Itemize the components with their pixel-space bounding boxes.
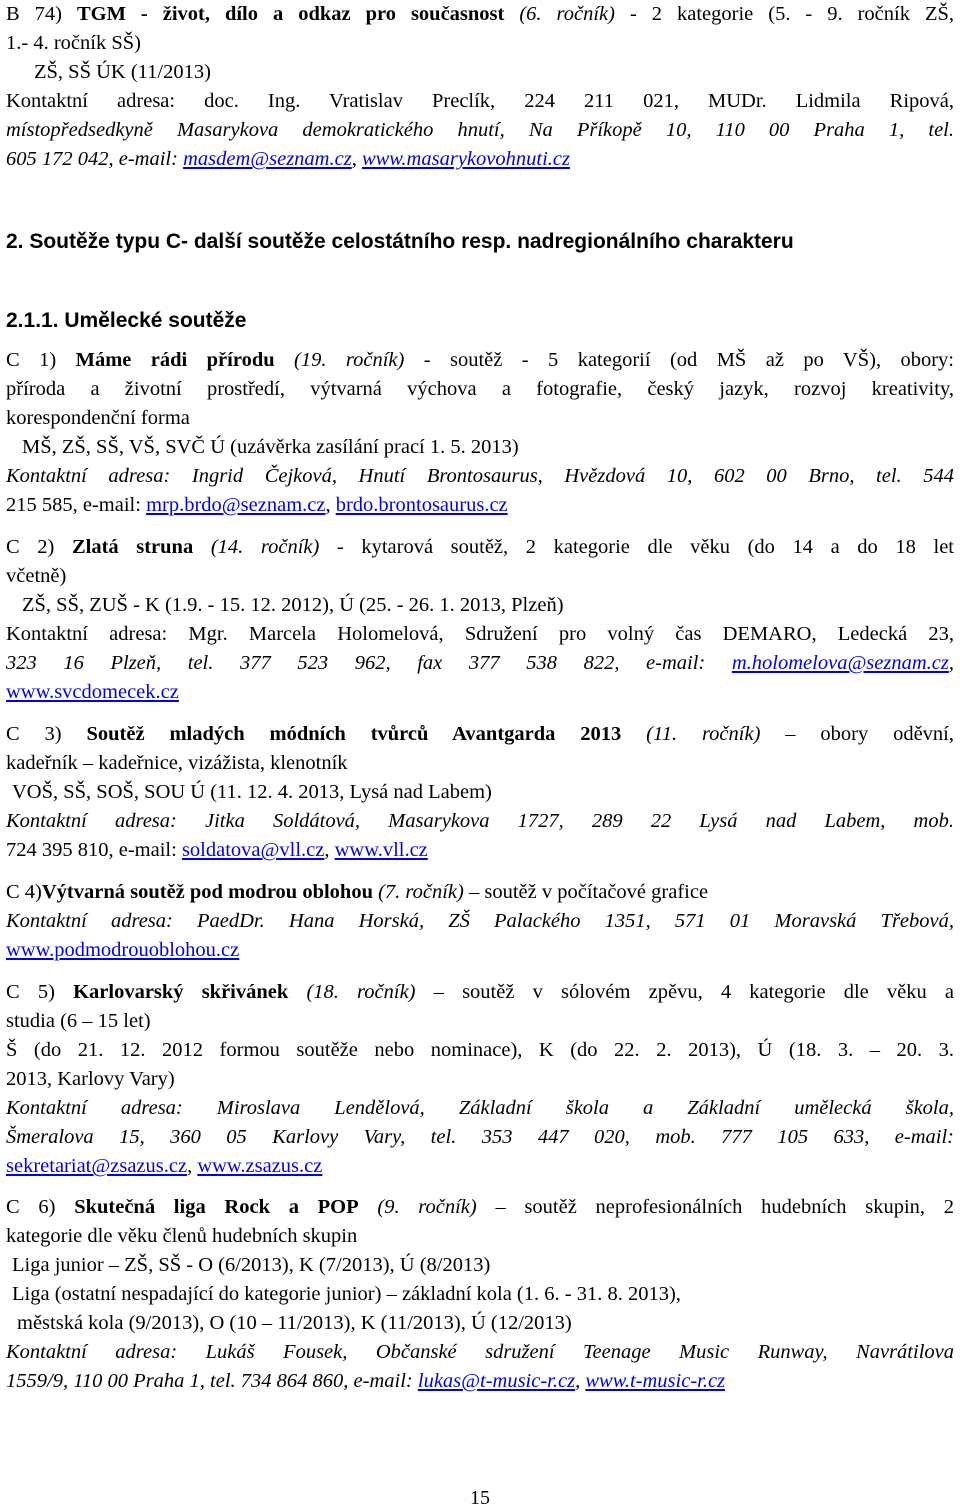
- c6-web-link[interactable]: www.t-music-r.cz: [585, 1370, 726, 1392]
- b74-title: TGM - život, dílo a odkaz pro současnost: [76, 3, 505, 25]
- c1-contact-text: 215 585, e-mail:: [6, 494, 147, 516]
- c3-desc-line2: kadeřník – kadeřnice, vizážista, klenotník: [6, 752, 348, 774]
- b74-grade: (6. ročník): [519, 3, 615, 25]
- c6-schedule-line1: Liga junior – ZŠ, SŠ - O (6/2013), K (7/2013), Ú (8/2013): [12, 1254, 491, 1276]
- c6-schedule-line2: Liga (ostatní nespadající do kategorie junior) – základní kola (1. 6. - 31. 8. 2013),: [12, 1283, 681, 1305]
- c4-grade: (7. ročník): [372, 881, 464, 903]
- c3-desc: – obory oděvní,: [760, 723, 954, 745]
- c6-contact-line2: [6, 1367, 954, 1396]
- c3-grade: (11. ročník): [621, 723, 761, 745]
- b74-contact-text: 605 172 042, e-mail:: [6, 148, 184, 170]
- c4-title: Výtvarná soutěž pod modrou oblohou: [41, 881, 373, 903]
- c5-desc-line2: studia (6 – 15 let): [6, 1010, 151, 1032]
- c5-label: C 5): [6, 981, 74, 1003]
- c2-schedule: ZŠ, SŠ, ZUŠ - K (1.9. - 15. 12. 2012), Ú (25. - 26. 1. 2013, Plzeň): [22, 594, 564, 616]
- c5-desc: – soutěž v sólovém zpěvu, 4 kategorie dle věku a: [415, 981, 955, 1003]
- c6-heading-line: [6, 1193, 954, 1222]
- section-heading: 2. Soutěže typu C- další soutěže celostátního resp. nadregionálního charakteru: [6, 230, 794, 253]
- c4-contact-line2: [6, 936, 954, 965]
- c2-grade: (14. ročník): [193, 536, 320, 558]
- c5-grade: (18. ročník): [288, 981, 416, 1003]
- c5-contact-line1: Kontaktní adresa: Miroslava Lendělová, Základní škola a Základní umělecká škola,: [6, 1097, 954, 1119]
- c1-contact-line2: [6, 491, 954, 520]
- c6-sep: ,: [575, 1370, 586, 1392]
- c2-contact-line3: [6, 678, 954, 707]
- b74-sep: ,: [351, 148, 362, 170]
- c3-contact-line2: [6, 836, 954, 865]
- c6-grade: (9. ročník): [358, 1196, 477, 1218]
- c1-title: Máme rádi přírodu: [75, 349, 275, 371]
- c6-desc: – soutěž neprofesionálních hudebních skupin, 2: [476, 1196, 955, 1218]
- c4-label: C 4): [6, 881, 42, 903]
- c3-label: C 3): [6, 723, 87, 745]
- b74-label: B 74): [6, 3, 62, 25]
- b74-contact-line1: Kontaktní adresa: doc. Ing. Vratislav Preclík, 224 211 021, MUDr. Lidmila Ripová,: [6, 90, 954, 112]
- c3-schedule: VOŠ, SŠ, SOŠ, SOU Ú (11. 12. 4. 2013, Lysá nad Labem): [12, 781, 492, 803]
- c5-title: Karlovarský skřivánek: [73, 981, 289, 1003]
- c3-email-link[interactable]: soldatova@vll.cz: [181, 839, 325, 861]
- c2-title: Zlatá struna: [71, 536, 194, 558]
- c4-web-link[interactable]: www.podmodrouoblohou.cz: [6, 939, 240, 961]
- c1-schedule: MŠ, ZŠ, SŠ, VŠ, SVČ Ú (uzávěrka zasílání prací 1. 5. 2013): [22, 436, 519, 458]
- c5-heading-line: [6, 978, 954, 1007]
- c5-schedule-line2: 2013, Karlovy Vary): [6, 1068, 175, 1090]
- c2-desc: - kytarová soutěž, 2 kategorie dle věku (do 14 a do 18 let: [319, 536, 954, 558]
- c1-grade: (19. ročník): [274, 349, 405, 371]
- c5-web-link[interactable]: www.zsazus.cz: [197, 1155, 323, 1177]
- c4-heading-line: [6, 878, 954, 907]
- b74-desc: - 2 kategorie (5. - 9. ročník ZŠ,: [614, 3, 955, 25]
- c3-contact-line1: Kontaktní adresa: Jitka Soldátová, Masarykova 1727, 289 22 Lysá nad Labem, mob.: [6, 810, 954, 832]
- c3-web-link[interactable]: www.vll.cz: [334, 839, 428, 861]
- c1-label: C 1): [6, 349, 76, 371]
- section-subheading: 2.1.1. Umělecké soutěže: [6, 309, 247, 332]
- b74-contact-line3: [6, 145, 954, 174]
- c5-schedule-line1: Š (do 21. 12. 2012 formou soutěže nebo nominace), K (do 22. 2. 2013), Ú (18. 3. – 20. 3.: [6, 1039, 954, 1061]
- c5-contact-line2: Šmeralova 15, 360 05 Karlovy Vary, tel. 353 447 020, mob. 777 105 633, e-mail:: [6, 1126, 954, 1148]
- c3-sep: ,: [324, 839, 335, 861]
- c4-desc: – soutěž v počítačové grafice: [463, 881, 709, 903]
- c6-title: Skutečná liga Rock a POP: [74, 1196, 359, 1218]
- c1-desc: - soutěž - 5 kategorií (od MŠ až po VŠ), obory:: [404, 349, 955, 371]
- c4-contact-line1: Kontaktní adresa: PaedDr. Hana Horská, ZŠ Palackého 1351, 571 01 Moravská Třebová,: [6, 910, 954, 932]
- c1-web-link[interactable]: brdo.brontosaurus.cz: [335, 494, 508, 516]
- c6-desc-line2: kategorie dle věku členů hudebních skupin: [6, 1225, 358, 1247]
- c1-sep: ,: [325, 494, 336, 516]
- c5-sep: ,: [187, 1155, 198, 1177]
- c3-heading-line: [6, 720, 954, 749]
- c2-contact-line1: Kontaktní adresa: Mgr. Marcela Holomelová, Sdružení pro volný čas DEMARO, Ledecká 23,: [6, 623, 954, 645]
- c6-contact-text: 1559/9, 110 00 Praha 1, tel. 734 864 860, e-mail:: [6, 1370, 418, 1392]
- c2-web-link[interactable]: www.svcdomecek.cz: [6, 681, 179, 703]
- c5-email-link[interactable]: sekretariat@zsazus.cz: [6, 1155, 188, 1177]
- c1-desc-line2: příroda a životní prostředí, výtvarná výchova a fotografie, český jazyk, rozvoj kreativity,: [6, 378, 954, 400]
- c2-contact-text: 323 16 Plzeň, tel. 377 523 962, fax 377 538 822, e-mail:: [6, 652, 732, 674]
- c2-heading-line: [6, 533, 954, 562]
- c1-contact-line1: Kontaktní adresa: Ingrid Čejková, Hnutí Brontosaurus, Hvězdová 10, 602 00 Brno, tel. 544: [6, 465, 954, 487]
- c6-email-link[interactable]: lukas@t-music-r.cz: [417, 1370, 576, 1392]
- c2-contact-line2: [6, 649, 954, 678]
- c6-schedule-line3: městská kola (9/2013), O (10 – 11/2013), K (11/2013), Ú (12/2013): [17, 1312, 572, 1334]
- c6-contact-line1: Kontaktní adresa: Lukáš Fousek, Občanské sdružení Teenage Music Runway, Navrátilova: [6, 1341, 954, 1363]
- c5-contact-line3: [6, 1152, 954, 1181]
- page-number: 15: [470, 1487, 490, 1509]
- c2-label: C 2): [6, 536, 72, 558]
- c1-email-link[interactable]: mrp.brdo@seznam.cz: [146, 494, 326, 516]
- c2-desc-line2: včetně): [6, 565, 67, 587]
- b74-web-link[interactable]: www.masarykovohnuti.cz: [361, 148, 570, 170]
- b74-heading-line: [6, 0, 954, 29]
- c1-heading-line: [6, 346, 954, 375]
- c3-contact-text: 724 395 810, e-mail:: [6, 839, 182, 861]
- c3-title: Soutěž mladých módních tvůrců Avantgarda 2013: [86, 723, 622, 745]
- b74-desc-line2: 1.- 4. ročník SŠ): [6, 32, 141, 54]
- c2-sep: ,: [948, 652, 954, 674]
- c6-label: C 6): [6, 1196, 75, 1218]
- b74-email-link[interactable]: masdem@seznam.cz: [183, 148, 352, 170]
- c1-desc-line3: korespondenční forma: [6, 407, 190, 429]
- c2-email-link[interactable]: m.holomelova@seznam.cz: [731, 652, 949, 674]
- b74-schedule: ZŠ, SŠ ÚK (11/2013): [34, 61, 211, 83]
- b74-contact-line2: místopředsedkyně Masarykova demokratického hnutí, Na Příkopě 10, 110 00 Praha 1, tel.: [6, 119, 954, 141]
